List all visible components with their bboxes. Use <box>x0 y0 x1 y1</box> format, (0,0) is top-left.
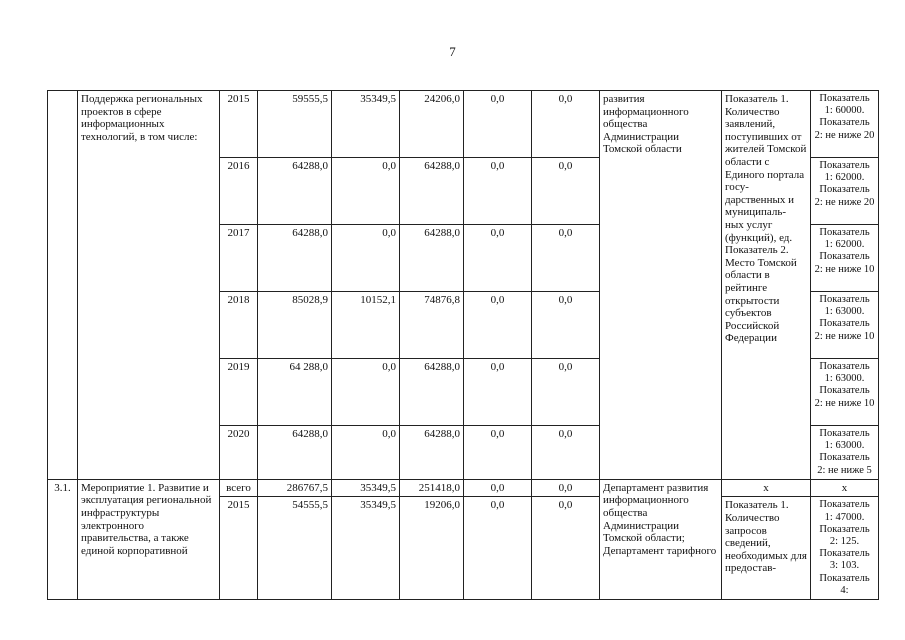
indicator-target-cell: Показатель 1: 62000. Показатель 2: не ниже 20 <box>811 158 879 225</box>
regional-cell: 251418,0 <box>400 479 464 497</box>
year-cell: 2019 <box>220 359 258 426</box>
year-cell: 2016 <box>220 158 258 225</box>
local-cell: 0,0 <box>464 359 532 426</box>
federal-cell: 0,0 <box>332 225 400 292</box>
regional-cell: 24206,0 <box>400 91 464 158</box>
indicator-target-cell: Показатель 1: 47000. Показатель 2: 125. Показатель 3: 103. Показатель 4: <box>811 497 879 600</box>
total-cell: 64288,0 <box>258 158 332 225</box>
regional-cell: 64288,0 <box>400 359 464 426</box>
indicator-target-cell: Показатель 1: 60000. Показатель 2: не ниже 20 <box>811 91 879 158</box>
regional-cell: 64288,0 <box>400 426 464 480</box>
other-cell: 0,0 <box>532 225 600 292</box>
total-cell: 64 288,0 <box>258 359 332 426</box>
indicator-description-cell: Показатель 1. Количество запросов сведений, необходимых для предостав- <box>722 497 811 600</box>
executor-cell: развития информационного общества Администрации Томской области <box>600 91 722 480</box>
local-cell: 0,0 <box>464 158 532 225</box>
other-cell: 0,0 <box>532 91 600 158</box>
indicator-target-cell: Показатель 1: 62000. Показатель 2: не ниже 10 <box>811 225 879 292</box>
federal-cell: 35349,5 <box>332 91 400 158</box>
total-cell: 54555,5 <box>258 497 332 600</box>
regional-cell: 74876,8 <box>400 292 464 359</box>
total-cell: 85028,9 <box>258 292 332 359</box>
year-cell: всего <box>220 479 258 497</box>
page-number: 7 <box>449 44 456 59</box>
other-cell: 0,0 <box>532 359 600 426</box>
indicator-description-cell: Показатель 1. Количество заявлений, поступивших от жителей Томской области с Единого портала госу- дарственных и муниципаль- ных услуг (функций), ед. Показатель 2. Место Томской области в рейтинге открытости субъектов Российской Федерации <box>722 91 811 480</box>
indicator-target-cell: Показатель 1: 63000. Показатель 2: не ниже 5 <box>811 426 879 480</box>
local-cell: 0,0 <box>464 479 532 497</box>
indicator-target-cell: Показатель 1: 63000. Показатель 2: не ниже 10 <box>811 292 879 359</box>
federal-cell: 0,0 <box>332 359 400 426</box>
total-cell: 59555,5 <box>258 91 332 158</box>
table-row <box>48 91 879 158</box>
year-cell: 2018 <box>220 292 258 359</box>
federal-cell: 0,0 <box>332 426 400 480</box>
regional-cell: 64288,0 <box>400 225 464 292</box>
executor-cell: Департамент развития информационного общества Администрации Томской области; Департамент тарифного <box>600 479 722 599</box>
indicator-target-cell: Показатель 1: 63000. Показатель 2: не ниже 10 <box>811 359 879 426</box>
local-cell: 0,0 <box>464 426 532 480</box>
year-cell: 2017 <box>220 225 258 292</box>
indicator-target-cell: х <box>811 479 879 497</box>
indicator-description-cell: х <box>722 479 811 497</box>
local-cell: 0,0 <box>464 292 532 359</box>
total-cell: 64288,0 <box>258 225 332 292</box>
activity-name-cell: Поддержка региональных проектов в сфере информационных технологий, в том числе: <box>78 91 220 480</box>
local-cell: 0,0 <box>464 225 532 292</box>
activity-name-cell: Мероприятие 1. Развитие и эксплуатация региональной инфраструктуры электронного правительства, а также единой корпоративной <box>78 479 220 599</box>
year-cell: 2020 <box>220 426 258 480</box>
regional-cell: 19206,0 <box>400 497 464 600</box>
federal-cell: 35349,5 <box>332 479 400 497</box>
other-cell: 0,0 <box>532 426 600 480</box>
row-number-cell: 3.1. <box>48 479 78 599</box>
federal-cell: 0,0 <box>332 158 400 225</box>
row-number-cell <box>48 91 78 480</box>
year-cell: 2015 <box>220 91 258 158</box>
regional-cell: 64288,0 <box>400 158 464 225</box>
other-cell: 0,0 <box>532 158 600 225</box>
local-cell: 0,0 <box>464 497 532 600</box>
total-cell: 286767,5 <box>258 479 332 497</box>
federal-cell: 35349,5 <box>332 497 400 600</box>
local-cell: 0,0 <box>464 91 532 158</box>
table-row <box>48 479 879 497</box>
other-cell: 0,0 <box>532 497 600 600</box>
year-cell: 2015 <box>220 497 258 600</box>
federal-cell: 10152,1 <box>332 292 400 359</box>
other-cell: 0,0 <box>532 479 600 497</box>
other-cell: 0,0 <box>532 292 600 359</box>
total-cell: 64288,0 <box>258 426 332 480</box>
program-table <box>47 90 879 600</box>
